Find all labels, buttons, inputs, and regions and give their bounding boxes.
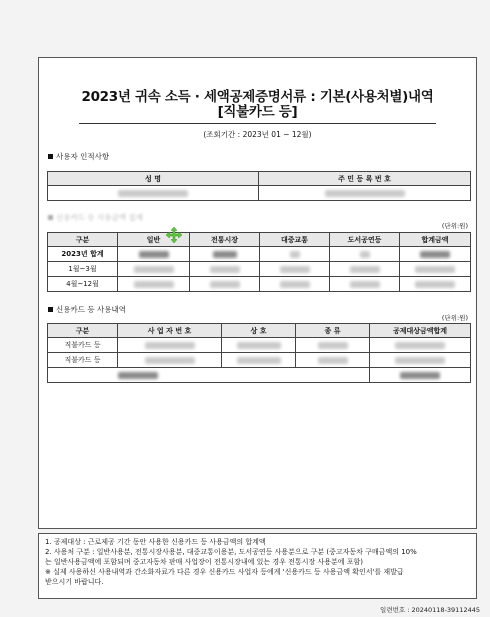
square-bullet-icon xyxy=(48,307,53,312)
row-label: 4월~12월 xyxy=(48,277,118,292)
col-business-number: 사 업 자 번 호 xyxy=(118,324,222,338)
table-header-row xyxy=(48,324,471,338)
user-name-cell xyxy=(48,186,259,201)
note-line: 2. 사용처 구분 : 일반사용분, 전통시장사용분, 대중교통이용분, 도서공연등 사용분으로 구분 (중고자동차 구매금액의 10% xyxy=(45,548,417,556)
col-category: 구분 xyxy=(48,233,118,247)
note-line: 1. 공제대상 : 근로제공 기간 동안 사용한 신용카드 등 사용금액의 합계액 xyxy=(45,538,266,546)
notes-box xyxy=(38,533,477,599)
table-row xyxy=(48,247,471,262)
query-period: (조회기간 : 2023년 01 ~ 12월) xyxy=(203,130,312,139)
note-line: ※ 실제 사용하신 사용내역과 간소화자료가 다른 경우 신용카드 사업자 등에게 '신용카드 등 사용금액 확인서'를 재발급 xyxy=(45,568,404,576)
move-cursor-icon xyxy=(166,227,182,243)
row-label: 2023년 합계 xyxy=(48,247,118,262)
col-total: 합계금액 xyxy=(400,233,471,247)
col-deductible-total: 공제대상금액합계 xyxy=(370,324,471,338)
col-traditional-market: 전통시장 xyxy=(190,233,260,247)
note-line: 받으시기 바랍니다. xyxy=(45,578,104,586)
row-label: 직불카드 등 xyxy=(48,353,118,368)
issue-serial-number: 일련번호 : 20240118-39112445 xyxy=(380,606,480,614)
row-label: 1월~3월 xyxy=(48,262,118,277)
document-title: 2023년 귀속 소득 · 세액공제증명서류 : 기본(사용처별)내역 xyxy=(81,89,434,105)
row-label: 직불카드 등 xyxy=(48,338,118,353)
card-usage-detail-table xyxy=(47,323,471,383)
detail-section-heading: 신용카드 등 사용내역 xyxy=(48,304,126,315)
usage-summary-table xyxy=(47,232,471,292)
square-bullet-icon xyxy=(48,215,53,220)
col-type: 종 류 xyxy=(296,324,370,338)
table-row xyxy=(48,262,471,277)
note-line: 는 일반사용금액에 포함되며 중고자동차 판매 사업장이 전통시장내에 있는 경우 전통시장 사용분에 포함) xyxy=(45,558,363,566)
usage-section-heading: 신용카드 등 사용금액 집계 xyxy=(48,212,143,223)
table-row xyxy=(48,338,471,353)
detail-unit: (단위:원) xyxy=(441,314,468,322)
col-category: 구분 xyxy=(48,324,118,338)
col-public-transport: 대중교통 xyxy=(260,233,330,247)
col-general: 일반 xyxy=(118,233,190,247)
table-row xyxy=(48,277,471,292)
usage-unit: (단위:원) xyxy=(441,222,468,230)
user-info-table xyxy=(47,171,471,201)
table-header-row xyxy=(48,233,471,247)
col-name: 성 명 xyxy=(48,172,259,186)
table-row xyxy=(48,368,471,383)
col-resident-id: 주 민 등 록 번 호 xyxy=(259,172,471,186)
title-divider xyxy=(79,123,436,124)
user-id-cell xyxy=(259,186,471,201)
document-subtitle: [직불카드 등] xyxy=(217,104,298,120)
col-books-performances: 도서공연등 xyxy=(330,233,400,247)
table-row xyxy=(48,353,471,368)
square-bullet-icon xyxy=(48,154,53,159)
user-section-heading: 사용자 인적사항 xyxy=(48,151,109,162)
col-business-name: 상 호 xyxy=(222,324,296,338)
document-page xyxy=(38,57,477,529)
